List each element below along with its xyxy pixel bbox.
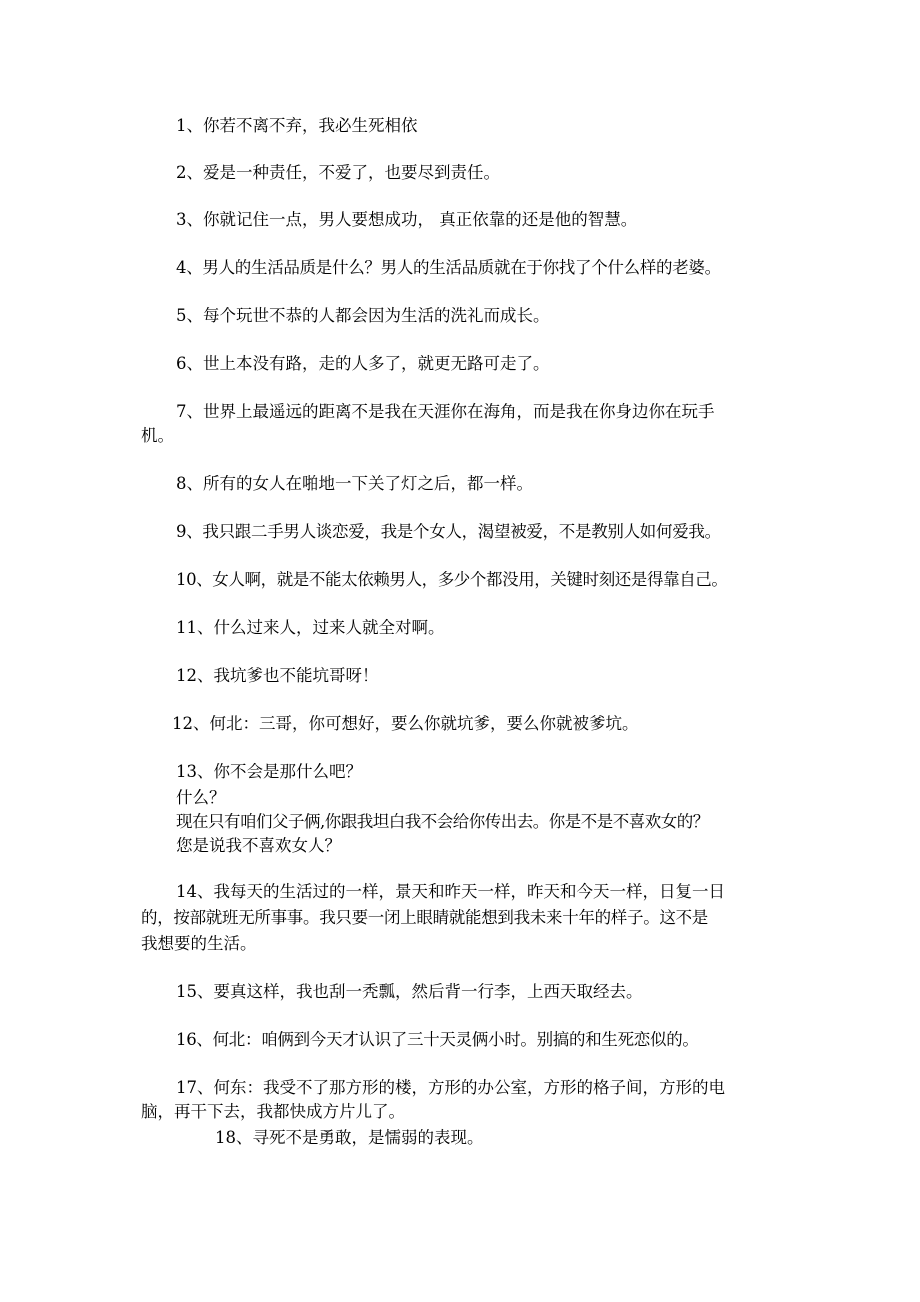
quote-8: 8、所有的女人在啪地一下关了灯之后，都一样。 [176,474,533,493]
quote-12: 12、我坑爹也不能坑哥呀！ [176,666,379,685]
quote-14-line-2: 的，按部就班无所事事。我只要一闭上眼睛就能想到我未来十年的样子。这不是 [141,908,709,927]
quote-14-line-1: 14、我每天的生活过的一样，景天和昨天一样，昨天和今天一样，日复一日 [176,882,725,901]
quote-7-line-1: 7、世界上最遥远的距离不是我在天涯你在海角，而是我在你身边你在玩手 [176,402,715,421]
quote-16: 16、何北：咱俩到今天才认识了三十天灵俩小时。别搞的和生死恋似的。 [176,1030,699,1049]
quote-9: 9、我只跟二手男人谈恋爱，我是个女人，渴望被爱，不是教别人如何爱我。 [176,522,721,541]
quote-13-line-3: 现在只有咱们父子俩,你跟我坦白我不会给你传出去。你是不是不喜欢女的？ [176,812,709,831]
quote-7-line-2: 机。 [141,426,174,445]
quote-13-line-2: 什么？ [176,788,226,807]
quote-14-line-3: 我想要的生活。 [141,934,257,953]
quote-17-line-2: 脑，再干下去，我都快成方片儿了。 [141,1102,405,1121]
quote-4: 4、男人的生活品质是什么？男人的生活品质就在于你找了个什么样的老婆。 [176,258,721,277]
quote-5: 5、每个玩世不恭的人都会因为生活的洗礼而成长。 [176,306,550,325]
quote-6: 6、世上本没有路，走的人多了，就更无路可走了。 [176,354,550,373]
quote-13-line-4: 您是说我不喜欢女人？ [176,836,341,855]
quote-1: 1、你若不离不弃，我必生死相依 [176,116,418,135]
quote-2: 2、爱是一种责任，不爱了，也要尽到责任。 [176,163,500,182]
quote-10: 10、女人啊，就是不能太依赖男人，多少个都没用，关键时刻还是得靠自己。 [176,570,728,589]
quote-13-line-1: 13、你不会是那什么吧？ [176,762,362,781]
quote-17-line-1: 17、何东：我受不了那方形的楼，方形的办公室，方形的格子间，方形的电 [176,1078,725,1097]
quote-15: 15、要真这样，我也刮一秃瓢，然后背一行李，上西天取经去。 [176,982,643,1001]
quote-3: 3、你就记住一点，男人要想成功， 真正依靠的还是他的智慧。 [176,210,638,229]
quote-12b: 12、何北：三哥，你可想好，要么你就坑爹，要么你就被爹坑。 [172,714,639,733]
quote-18: 18、寻死不是勇敢，是懦弱的表现。 [215,1128,484,1147]
quote-11: 11、什么过来人，过来人就全对啊。 [176,618,445,637]
